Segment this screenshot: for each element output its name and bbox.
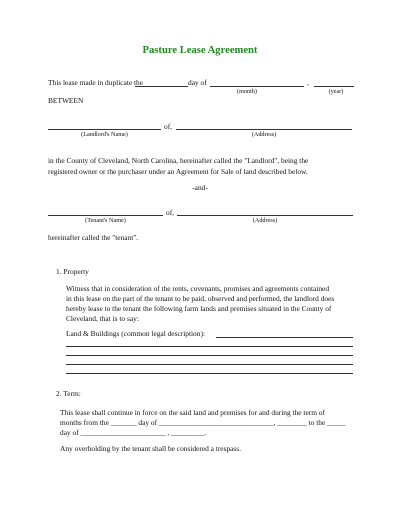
section-term-heading: 2. Term: [56, 389, 81, 398]
land-description-field-4[interactable] [66, 364, 353, 365]
county-paragraph-line1: in the County of Cleveland, North Carolina, hereinafter called the "Landlord", being the [48, 156, 309, 165]
landlord-address-field[interactable] [176, 129, 352, 130]
term-line3[interactable]: day of _______________________ , _________. [60, 428, 207, 437]
tenant-address-caption: (Address) [252, 217, 278, 224]
land-description-field-5[interactable] [66, 373, 353, 374]
property-paragraph-line1: Witness that in consideration of the rents, covenants, promises and agreements contained [66, 284, 330, 293]
intro-comma: , [307, 78, 309, 87]
tenant-of-text: of, [166, 208, 175, 217]
land-buildings-label: Land & Buildings (common legal description): [66, 329, 205, 338]
overholding-text: Any overholding by the tenant shall be considered a trespass. [60, 444, 242, 453]
term-line2[interactable]: months from the _______ day of _______________________________, ________ to the _____ [60, 418, 346, 427]
land-description-field-1[interactable] [216, 337, 353, 338]
day-of-text: day of [188, 78, 207, 87]
tenant-name-field[interactable] [48, 215, 163, 216]
land-description-field-3[interactable] [66, 355, 353, 356]
landlord-of-text: of, [164, 122, 173, 131]
landlord-address-caption: (Address) [251, 131, 277, 138]
tenant-called-text: hereinafter called the "tenant". [48, 233, 139, 242]
property-paragraph-line4: Cleveland, that is to say: [66, 314, 139, 323]
year-field[interactable] [314, 86, 354, 87]
tenant-address-field[interactable] [177, 215, 353, 216]
and-separator: -and- [192, 183, 208, 192]
landlord-name-field[interactable] [48, 129, 161, 130]
document-title: Pasture Lease Agreement [142, 45, 258, 56]
intro-text: This lease made in duplicate the [48, 78, 144, 87]
property-paragraph-line2: in this lease on the part of the tenant to be paid, observed and performed, the landlord does [66, 294, 335, 303]
year-caption: (year) [328, 88, 344, 95]
term-line1: This lease shall continue in force on the said land and premises for and during the term of [60, 408, 325, 417]
day-number-field[interactable] [135, 86, 188, 87]
landlord-name-caption: (Landlord's Name) [81, 131, 128, 138]
month-caption: (month) [237, 88, 257, 95]
between-label: BETWEEN [48, 96, 84, 105]
month-field[interactable] [210, 86, 304, 87]
property-paragraph-line3: hereby lease to the tenant the following farm lands and premises situated in the County of [66, 304, 332, 313]
land-description-field-2[interactable] [66, 346, 353, 347]
county-paragraph-line2: registered owner or the purchaser under an Agreement for Sale of land described below. [48, 167, 308, 176]
section-property-heading: 1. Property [56, 267, 89, 276]
tenant-name-caption: (Tenant's Name) [85, 217, 126, 224]
